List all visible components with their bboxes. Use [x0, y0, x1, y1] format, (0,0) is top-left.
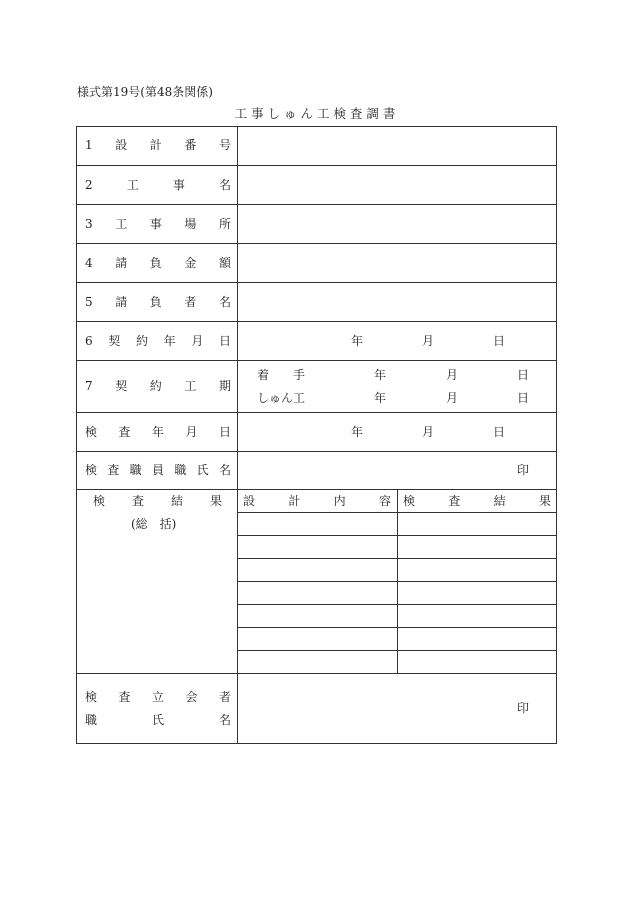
label-contract-date: 6 契 約 年 月 日 [85, 334, 231, 348]
col-header-design-content: 設 計 内 容 [243, 494, 391, 508]
period-start-year: 年 [374, 368, 387, 382]
period-start-day: 日 [517, 368, 530, 382]
period-completion-day: 日 [517, 391, 530, 405]
period-completion-month: 月 [446, 391, 459, 405]
label-witness-name: 職 氏 名 [85, 713, 231, 727]
inspection-form-table [76, 126, 557, 744]
label-inspector: 検 査 職 員 職 氏 名 [85, 463, 231, 477]
contract-date-year: 年 [351, 334, 364, 348]
contract-date-day: 日 [493, 334, 506, 348]
label-results: 検 査 結 果 [93, 494, 222, 508]
label-contract-period: 7 契 約 工 期 [85, 379, 231, 393]
label-construction-name: 2 工 事 名 [85, 178, 231, 192]
period-completion-year: 年 [374, 391, 387, 405]
period-completion-label: しゅん工 [257, 391, 306, 405]
label-results-summary: (総 括) [131, 517, 177, 531]
label-inspection-date: 検 査 年 月 日 [85, 425, 231, 439]
label-contract-amount: 4 請 負 金 額 [85, 256, 231, 270]
contract-date-month: 月 [422, 334, 435, 348]
label-construction-site: 3 工 事 場 所 [85, 217, 231, 231]
inspection-date-year: 年 [351, 425, 364, 439]
form-title: 工 事 し ゅ ん 工 検 査 調 書 [234, 106, 396, 121]
inspection-date-month: 月 [422, 425, 435, 439]
witness-seal: 印 [517, 701, 530, 715]
inspection-date-day: 日 [493, 425, 506, 439]
label-contractor: 5 請 負 者 名 [85, 295, 231, 309]
col-header-inspection-result: 検 査 結 果 [403, 494, 551, 508]
form-number: 様式第19号(第48条関係) [77, 85, 213, 99]
period-start-label: 着 手 [257, 368, 305, 382]
label-witness: 検 査 立 会 者 [85, 690, 231, 704]
label-design-number: 1 設 計 番 号 [85, 138, 231, 152]
period-start-month: 月 [446, 368, 459, 382]
inspector-seal: 印 [517, 463, 530, 477]
